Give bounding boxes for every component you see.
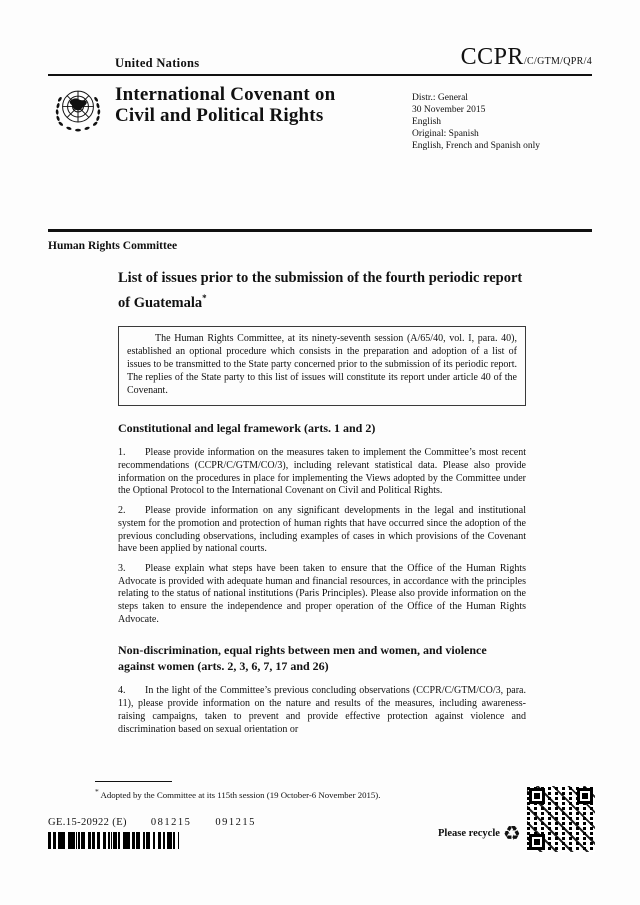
paragraph-1-text: Please provide information on the measures taken to implement the Committee’s most recent recommendations (CCPR/C/GTM/CO/3), including relevant statistical data. Please also provide information on the procedures in place for implementing the Views adopted by the Committee under the Optional Protocol to the International Covenant on Civil and Political Rights. bbox=[118, 447, 526, 497]
footnote-divider bbox=[95, 781, 172, 782]
document-title bbox=[118, 269, 526, 313]
distr-line: Distr.: General bbox=[412, 93, 468, 103]
paragraph-4 bbox=[118, 685, 526, 736]
section-heading-constitutional: Constitutional and legal framework (arts. 1 and 2) bbox=[118, 420, 376, 435]
paragraph-4-text: In the light of the Committee’s previous concluding observations (CCPR/C/GTM/CO/3, para. 11), please provide information on the nature and results of the measures, including awareness-raising campaigns, taken to prevent and provide effective protection against violence and discrimination based on sexual orientation or bbox=[118, 685, 526, 735]
org-name: United Nations bbox=[115, 56, 200, 70]
procedure-note-box bbox=[118, 326, 526, 406]
recycle-icon: ♻ bbox=[502, 821, 521, 845]
document-symbol-main: CCPR bbox=[460, 44, 524, 70]
title-footnote-marker: * bbox=[202, 292, 207, 303]
paragraph-4-number: 4. bbox=[118, 685, 126, 697]
committee-name: Human Rights Committee bbox=[48, 240, 178, 252]
paragraph-2-text: Please provide information on any significant developments in the legal and institutional system for the promotion and protection of human rights that have occurred since the adoption of the previous concluding observations, including examples of cases in which provisions of the Covenant have been applied by national courts. bbox=[118, 505, 526, 555]
section-divider bbox=[48, 229, 592, 232]
document-reference-line bbox=[48, 817, 256, 828]
language-line: English bbox=[412, 117, 442, 127]
covenant-title bbox=[115, 84, 335, 126]
document-body bbox=[118, 269, 526, 743]
date-code-2: 091215 bbox=[215, 817, 256, 828]
section-heading-non-discrimination: Non-discrimination, equal rights between men and women, and violence against women (arts. 2, 3, 6, 7, 17 and 26) bbox=[118, 643, 487, 673]
document-symbol bbox=[461, 44, 592, 71]
document-symbol-suffix: /C/GTM/QPR/4 bbox=[523, 56, 592, 67]
original-language-line: Original: Spanish bbox=[412, 129, 479, 139]
paragraph-3-text: Please explain what steps have been taken to ensure that the Office of the Human Rights Advocate is provided with adequate human and financial resources, in accordance with the principles relating to the status of national institutions (Paris Principles). Please also provide information on the steps taken to ensure the independence and proper operation of the Office of the Human Rights Advocate. bbox=[118, 562, 526, 625]
paragraph-2 bbox=[118, 505, 526, 556]
footnote-text: Adopted by the Committee at its 115th session (19 October-6 November 2015). bbox=[100, 789, 381, 800]
paragraph-2-number: 2. bbox=[118, 505, 126, 517]
paragraph-1-number: 1. bbox=[118, 447, 126, 459]
qr-code-icon bbox=[527, 786, 595, 852]
date-line: 30 November 2015 bbox=[412, 105, 486, 115]
paragraph-3 bbox=[118, 563, 526, 627]
un-emblem-icon bbox=[49, 83, 107, 141]
header-divider bbox=[48, 74, 592, 76]
covenant-title-line2: Civil and Political Rights bbox=[115, 105, 324, 126]
qr-finder-top-left bbox=[529, 788, 545, 804]
distribution-info bbox=[412, 92, 540, 152]
footnote-block bbox=[48, 781, 518, 801]
qr-finder-top-right bbox=[577, 788, 593, 804]
date-code-1: 081215 bbox=[150, 817, 192, 828]
qr-finder-bottom-left bbox=[529, 834, 545, 850]
paragraph-3-number: 3. bbox=[118, 562, 126, 574]
recycle-note bbox=[438, 823, 521, 843]
languages-note-line: English, French and Spanish only bbox=[412, 141, 540, 151]
paragraph-1 bbox=[118, 447, 526, 498]
covenant-title-line1: International Covenant on bbox=[115, 84, 336, 105]
footnote-marker: * bbox=[95, 787, 99, 796]
barcode-icon bbox=[48, 832, 179, 849]
ge-number: GE.15-20922 (E) bbox=[48, 817, 127, 828]
document-title-text: List of issues prior to the submission of the fourth periodic report of Guatemala bbox=[118, 270, 523, 311]
recycle-label: Please recycle bbox=[438, 827, 500, 839]
procedure-note-text: The Human Rights Committee, at its ninety-seventh session (A/65/40, vol. I, para. 40), established an optional procedure which consists in the preparation and adoption of a list of issues to be transmitted to the State party concerned prior to the submission of its periodic report. The replies of the State party to this list of issues will constitute its report under article 40 of the Covenant. bbox=[127, 332, 517, 396]
header-top-row bbox=[48, 44, 592, 71]
footnote-text-line bbox=[48, 786, 518, 801]
